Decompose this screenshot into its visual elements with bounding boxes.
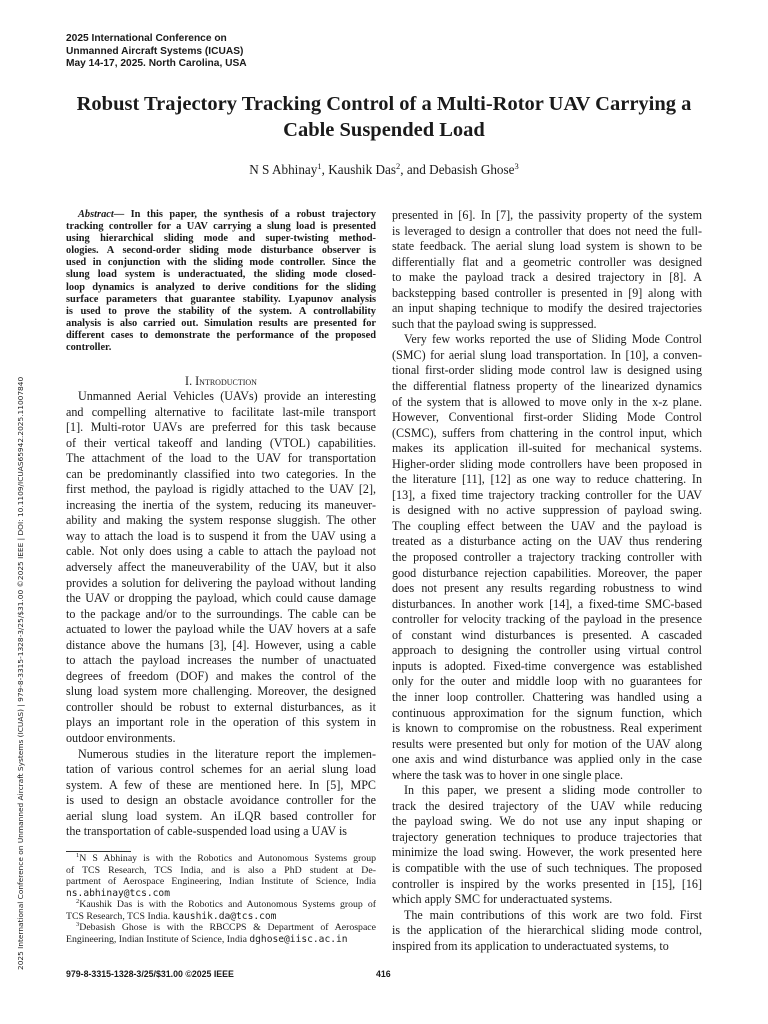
section-title: Introduction (195, 374, 257, 388)
title-line: Robust Trajectory Tracking Control of a Multi-Rotor UAV Carrying a (76, 93, 692, 115)
text-line: disturbances. In another work [14], a fixed-time SMC-based (392, 596, 702, 611)
text-line: first method, the payload is rigidly attached to the UAV [2], (66, 482, 376, 497)
text-line: backstepping based controller is presented in [9] along with (392, 285, 702, 300)
conference-line: 2025 International Conference on (66, 33, 227, 44)
text-line: the UAV or dropping the payload, which could cause damage (66, 591, 376, 606)
text-line: trajectory generation techniques to produce trajectories that (392, 829, 702, 844)
text-line: In this paper, we present a sliding mode controller to (404, 783, 702, 798)
section-number: I. (185, 374, 193, 388)
footnotes (66, 853, 376, 945)
sidebar-doi-text: 2025 International Conference on Unmanned Aircraft Systems (ICUAS) | 979-8-3315-1328-3/25/$31.00 ©2025 IEEE | DOI: 10.1109/ICUAS65942.2025.11007840 (16, 376, 25, 970)
text-line: is compatible with the use of such techniques. The proposed (392, 860, 702, 875)
text-line: only for the outer and middle loop with no guarantees for (392, 674, 702, 689)
section-heading (66, 374, 376, 389)
text-line: way to attach the load is to suspend it from the UAV using a (66, 528, 376, 543)
page-number: 416 (376, 969, 391, 979)
text-line: (CSMC), suffers from chattering in the control input, which (392, 425, 702, 440)
text-line: ologies. A second-order sliding mode disturbance observer is (66, 245, 376, 257)
text-line: track the desired trajectory of the UAV while reducing (392, 798, 702, 813)
text-line: tional first-order sliding mode control law is designed using (392, 363, 702, 378)
text-line: used in conjunction with the sliding mode controller. Since the (66, 257, 376, 269)
text-line: the transportation of cable-suspended load using a UAV is (66, 824, 348, 839)
text-line: surface parameters that guarantee stability. Lyapunov analysis (66, 293, 376, 305)
affiliation-mark: 2 (395, 161, 401, 171)
text-line: inspired from its application to underactuated systems, to (392, 938, 669, 953)
text-line: where the task was to hover in one single place. (392, 767, 624, 782)
text-line: an input shaping technique to modify the desired trajectories (392, 301, 702, 316)
text-line: distance above the humans [3], [4]. However, using a cable (66, 637, 376, 652)
text-line: of constant wind disturbances is presented. A cascaded (392, 627, 702, 642)
text-line: analysis is also carried out. Simulation results are presented for (66, 317, 376, 329)
text-line: is used to design an obstacle avoidance controller for the (66, 793, 376, 808)
text-line: The coupling effect between the UAV and the payload is (392, 518, 702, 533)
text-line: one axis and wind disturbance was applied only in the case (392, 752, 702, 767)
introduction-right-column (392, 208, 702, 954)
author-separator: , (321, 162, 329, 177)
footnote-text: Kaushik Das is with the Robotics and Autonomous Systems group of (79, 899, 376, 911)
title-line: Cable Suspended Load (283, 119, 485, 141)
conference-line: Unmanned Aircraft Systems (ICUAS) (66, 45, 244, 57)
text-line: slung load system more challenging. Moreover, the designed (66, 684, 376, 699)
text-line: to the package and/or to the surroundings. The cable can be (66, 606, 376, 621)
text-line: differentially flat and a geometric controller was designed (392, 254, 702, 269)
text-line: controller. (66, 342, 112, 354)
footnote-line: of TCS Research, TCS India, and is also a PhD student at De- (66, 864, 376, 876)
author-name: N S Abhinay (249, 162, 318, 177)
text-line: Numerous studies in the literature report the implemen- (78, 746, 376, 761)
text-line: controller is inspired by the works presented in [15], [16] (392, 876, 702, 891)
text-line: approach to designing the controller using virtual control (392, 643, 702, 658)
author-separator: , and (400, 162, 430, 177)
text-line: plays an important role in the operation of this system in (66, 715, 376, 730)
text-line: makes its application ill-suited for mechanical systems. (392, 441, 702, 456)
footnote-line: partment of Aerospace Engineering, Indian Institute of Science, India (66, 876, 376, 888)
abstract-body (66, 221, 376, 354)
footnote-text: Engineering, Indian Institute of Science, India (66, 933, 250, 945)
footnote-email[interactable]: kaushik.da@tcs.com (172, 910, 277, 922)
text-line: does not present any results regarding robustness to wind (392, 581, 702, 596)
text-line: of the system that is allowed to move only in the x-z plane. (392, 394, 702, 409)
text-line: and compelling alternative to facilitate last-mile transport (66, 404, 376, 419)
footnote-text: Debasish Ghose is with the RBCCPS & Department of Aerospace (79, 922, 376, 934)
author-list (40, 162, 728, 178)
text-line: Unmanned Aerial Vehicles (UAVs) provide an interesting (78, 389, 376, 403)
text-line: state feedback. The aerial slung load system is shown to be (392, 239, 702, 254)
text-line: the payload swing. We do not use any input shaping or (392, 814, 702, 829)
footnote-line (66, 853, 376, 865)
text-line: to make the payload track a desired trajectory in [8]. A (392, 270, 702, 285)
text-line: is designed with no active suppression of payload swing. (392, 503, 702, 518)
text-line: tracking controller for a UAV carrying a slung load is presented (66, 221, 376, 233)
text-line: The main contributions of this work are two fold. First (404, 907, 702, 922)
text-line: which apply SMC for underactuated systems. (392, 892, 613, 907)
text-line: [13], a fixed time trajectory tracking controller for the UAV (392, 487, 702, 502)
abstract-text: In this paper, the synthesis of a robust trajectory (130, 209, 376, 220)
text-line: presented in [6]. In [7], the passivity property of the system (392, 208, 702, 222)
text-line: Very few works reported the use of Sliding Mode Control (404, 332, 702, 347)
text-line: degrees of freedom (DOF) and makes the control of the (66, 668, 376, 683)
text-line: is leveraged to design a controller that does not need the full- (392, 223, 702, 238)
text-line: the proposed controller a trajectory tracking controller with (392, 550, 702, 565)
author-name: Debasish Ghose (429, 162, 515, 177)
affiliation-mark: 1 (317, 161, 322, 171)
text-line: increasing the inertia of the system, reducing its maneuver- (66, 497, 376, 512)
text-line: of their vertical takeoff and landing (VTOL) capabilities. (66, 435, 376, 450)
text-line: can be predominantly classified into two categories. In the (66, 466, 376, 481)
abstract-first-line (66, 209, 376, 221)
footnote-line (66, 934, 376, 946)
text-line: results were presented but only for motion of the UAV along (392, 736, 702, 751)
text-line: aerial slung load system. An iLQR based controller for (66, 808, 376, 823)
text-line: loop dynamics is analyzed to derive conditions for the sliding (66, 281, 376, 293)
text-line: using hierarchical sliding mode and super-twisting method- (66, 233, 376, 245)
text-line: adversely affect the maneuverability of the UAV, but it also (66, 560, 376, 575)
footnote-mark: 3 (76, 921, 80, 929)
text-line: inputs is adopted. Fixed-time convergence was established (392, 658, 702, 673)
text-line: actuated to lower the payload while the UAV hovers at a safe (66, 622, 376, 637)
footnote-email[interactable]: dghose@iisc.ac.in (249, 933, 348, 945)
text-line: is known to compromise on the robustness. Real experiment (392, 721, 702, 736)
text-line: tation of various control schemes for an aerial slung load (66, 762, 376, 777)
footnote-mark: 2 (76, 898, 80, 906)
paper-title (40, 91, 728, 143)
text-line: continuous approximation for the signum function, which (392, 705, 702, 720)
text-line: slung load system is underactuated, the sliding mode closed- (66, 269, 376, 281)
text-line: is the application of the hierarchical sliding mode control, (392, 923, 702, 938)
affiliation-mark: 3 (514, 161, 519, 171)
text-line: controller for velocity tracking of the payload in the presence (392, 612, 702, 627)
footnote-email[interactable]: ns.abhinay@tcs.com (66, 887, 170, 899)
isbn-copyright: 979-8-3315-1328-3/25/$31.00 ©2025 IEEE (66, 969, 234, 979)
text-line: the differential flatness property of the linearized dynamics (392, 379, 702, 394)
text-line: ability and making the system response sluggish. The other (66, 513, 376, 528)
introduction-left-column (66, 389, 376, 840)
conference-line: May 14-17, 2025. North Carolina, USA (66, 58, 247, 70)
text-line: minimize the load swing. However, the work presented here (392, 845, 702, 860)
sidebar-doi-strip (4, 274, 25, 970)
text-line: (SMC) for aerial slung load transportation. In [10], a conven- (392, 347, 702, 362)
footnote-line (66, 888, 376, 900)
text-line: Higher-order sliding mode controllers have been proposed in (392, 456, 702, 471)
footnote-mark: 1 (76, 852, 80, 859)
conference-header (66, 33, 247, 71)
text-line: different cases to demonstrate the performance of the proposed (66, 329, 376, 341)
abstract-label: Abstract (78, 209, 114, 220)
text-line: outdoor environments. (66, 731, 176, 746)
footnote-text: TCS Research, TCS India. (66, 910, 173, 922)
text-line: the inner loop controller. Chattering was handled using a (392, 689, 702, 704)
text-line: treated as a disturbance acting on the UAV thus rendering (392, 534, 702, 549)
text-line: good disturbance rejection capabilities. Moreover, the paper (392, 565, 702, 580)
text-line: [1]. Multi-rotor UAVs are preferred for this task because (66, 420, 376, 435)
abstract (66, 209, 376, 354)
author-name: Kaushik Das (328, 162, 396, 177)
footnote-line (66, 911, 376, 923)
text-line: is used to prove the stability of the system. A controllability (66, 305, 376, 317)
abstract-dash: — (113, 209, 131, 220)
text-line: to attach the payload increases the number of unactuated (66, 653, 376, 668)
text-line: provides a solution for delivering the payload without landing (66, 575, 376, 590)
text-line: The attachment of the load to the UAV for transportation (66, 451, 376, 466)
text-line: system. A few of these are mentioned here. In [5], MPC (66, 777, 376, 792)
footnote-text: N S Abhinay is with the Robotics and Autonomous Systems group (79, 853, 376, 864)
footnote-line (66, 922, 376, 934)
text-line: the literature [11], [12] as one way to reduce chattering. In (392, 472, 702, 487)
text-line: cable. Not only does using a cable to attach the payload not (66, 544, 376, 559)
text-line: such that the payload swing is suppressed. (392, 316, 597, 331)
text-line: However, Conventional first-order Sliding Mode Control (392, 410, 702, 425)
footnote-line (66, 899, 376, 911)
text-line: controller should be robust to external disturbances, as it (66, 699, 376, 714)
